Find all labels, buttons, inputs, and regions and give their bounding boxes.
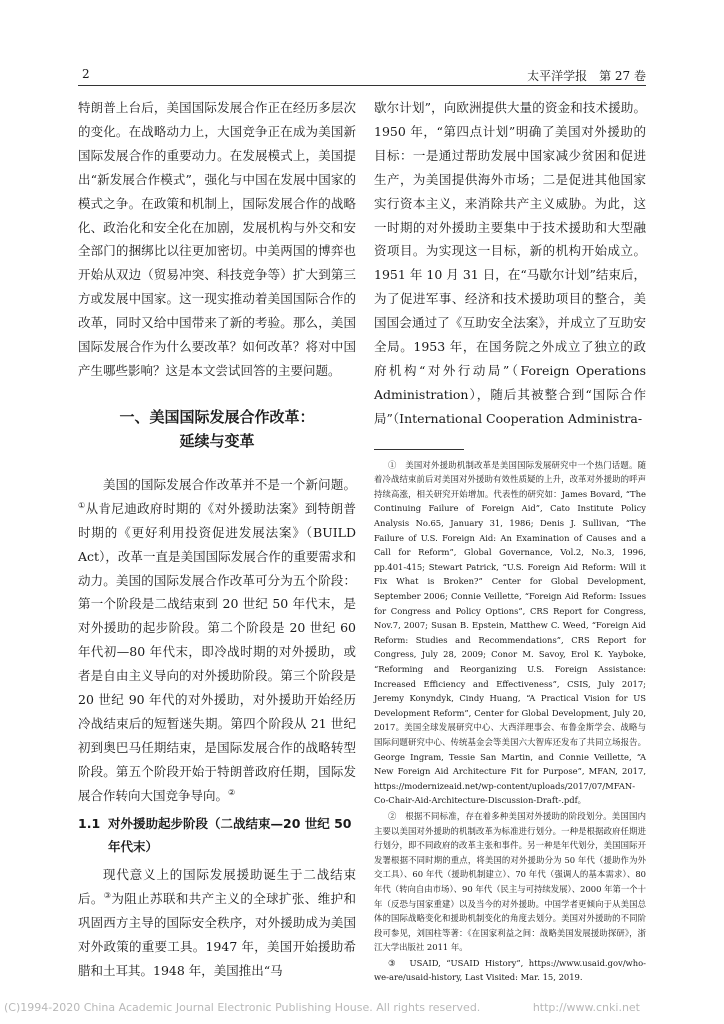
text-segment: 为阻止苏联和共产主义的全球扩张、维护和巩固西方主导的国际安全秩序，对外援助成为美国对外政策的重要工具。1947 年，美国开始援助希腊和土耳其。1948 年，美国推出“马 [78,891,356,978]
footnote-3: ③ USAID, “USAID History”, https://www.usaid.gov/who-we-are/usaid-history, Last Visited: Mar. 15, 2019. [374,957,646,983]
page-header [78,67,646,85]
header-rule [78,85,646,86]
intro-paragraph: 特朗普上台后，美国国际发展合作正在经历多层次的变化。在战略动力上，大国竞争正在成为美国新国际发展合作的重要动力。在发展模式上，美国提出“新发展合作模式”，强化与中国在发展中国家的模式之争。在政策和机制上，国际发展合作的战略化、政治化和安全化在加剧，发展机构与外交和安全部门的捆绑比以往更加密切。中美两国的博弈也开始从双边（贸易冲突、科技竞争等）扩大到第三方或发展中国家。这一现实推动着美国国际合作的改革，同时又给中国带来了新的考验。那么，美国国际发展合作为什么要改革？如何改革？将对中国产生哪些影响？这是本文尝试回答的主要问题。 [78,100,356,378]
section-title-line-2: 延续与变革 [179,431,255,450]
text-segment: 现代意义上的国际发展援助诞生于二战结束后。 [78,867,356,907]
page-footer [0,1001,724,1017]
text-segment: 从肯尼迪政府时期的《对外援助法案》到特朗普时期的《更好利用投资促进发展法案》（BUILD Act），改革一直是美国国际发展合作的重要需求和动力。美国的国际发展合作改革可分为五个阶段：第一个阶段是二战结束到 20 世纪 50 年代末，是对外援助的起步阶段。第二个阶段是 20 世纪 60 年代初—80 年代末，即冷战时期的对外援助，或者是自由主义导向的对外援助阶段。第三个阶段是 20 世纪 90 年代的对外援助，对外援助开始经历冷战结束后的短暂迷失期。第四个阶段从 21 世纪初到奥巴马任期结束，是国际发展合作的战略转型阶段。第五个阶段开始于特朗普政府任期，国际发展合作转向大国竞争导向。 [78,500,356,803]
body-paragraph-reform-stages [78,473,356,808]
section-title [78,405,356,453]
subsection-title: 对外援助起步阶段（二战结束—20 世纪 50 年代末） [108,815,352,855]
subsection-number: 1.1 [78,815,101,831]
text-segment: 美国的国际发展合作改革并不是一个新问题。 [103,476,356,492]
footnote-ref-1[interactable]: ① [78,500,86,510]
section-title-line-1: 一、美国国际发展合作改革： [119,407,315,426]
copyright-notice: (C)1994-2020 China Academic Journal Electronic Publishing House. All rights reserved. [4,1001,481,1014]
footnote-ref-3[interactable]: ③ [103,891,112,901]
journal-running-head: 太平洋学报 第 27 卷 [527,69,646,83]
page-number: 2 [82,67,90,81]
subsection-heading [78,812,356,860]
publisher-url[interactable]: http://www.cnki.net [532,1001,640,1014]
body-paragraph-marshall-plan: 歇尔计划”，向欧洲提供大量的资金和技术援助。1950 年，“第四点计划”明确了美国对外援助的目标：一是通过帮助发展中国家减少贫困和促进生产，为美国提供海外市场；二是促进其他国家实行资本主义，来消除共产主义威胁。为此，这一时期的对外援助主要集中于技术援助和大型融资项目。为实现这一目标，新的机构开始成立。1951 年 10 月 31 日，在“马歇尔计划”结束后，为了促进军事、经济和技术援助项目的整合，美国国会通过了《互助安全法案》，并成立了互助安全局。1953 年，在国务院之外成立了独立的政府机构“对外行动局”（Foreign Operations Administration），随后其被整合到“国际合作局”（International Cooperation Administra- [374,100,646,426]
footnote-2: ② 根据不同标准，存在着多种美国对外援助的阶段划分。美国国内主要以美国对外援助的机制改革为标准进行划分。一种是根据政府任期进行划分，即不同政府的改革主张和事件。另一种是年代划分，美国国际开发署根据不同时期的重点，将美国的对外援助分为 50 年代（援助作为外交工具）、60 年代（援助机制建立）、70 年代（强调人的基本需求）、80 年代（转向自由市场）、90 年代（民主与可持续发展）、2000 年第一个十年（反恐与国家重建）以及当今的对外援助。中国学者更倾向于从美国总体的国际战略变化和援助机制变化的角度去划分。美国对外援助的不同阶段可参见，刘国柱等著：《在国家利益之间：战略美国发展援助探研》，浙江大学出版社 2011 年。 [374,810,646,953]
footnote-ref-2[interactable]: ② [228,787,236,797]
footnote-rule [374,449,464,450]
body-paragraph-origins [78,863,356,983]
footnote-1: ① 美国对外援助机制改革是美国国际发展研究中一个热门话题。随着冷战结束前后对美国对外援助有效性质疑的上升，改革对外援助的呼声持续高涨，相关研究开始增加。代表性的研究如：James Bovard, “The Continuing Failure of Foreign Aid”, Cato Institute Policy Analysis No.65, January 31, 1986; Denis J. Sullivan, “The Failure of U.S. Foreign Aid: An Examination of Causes and a Call for Reform”, Global Governance, Vol.2, No.3, 1996, pp.401-415; Stewart Patrick, “U.S. Foreign Aid Reform: Will it Fix What is Broken?” Center for Global Development, September 2006; Connie Veillette, “Foreign Aid Reform: Issues for Congress and Policy Options”, CRS Report for Congress, Nov.7, 2007; Susan B. Epstein, Matthew C. Weed, “Foreign Aid Reform: Studies and Recommendations”, CRS Report for Congress, July 28, 2009; Conor M. Savoy, Erol K. Yayboke, “Reforming and Reorganizing U.S. Foreign Assistance: Increased Efficiency and Effectiveness”, CSIS, July 2017; Jeremy Konyndyk, Cindy Huang, “A Practical Vision for US Development Reform”, Center for Global Development, July 20, 2017。美国全球发展研究中心、大西洋理事会、布鲁金斯学会、战略与国际问题研究中心、传统基金会等美国六大智库还发布了共同立场报告。George Ingram, Tessie San Martin, and Connie Veillette, “A New Foreign Aid Architecture Fit for Purpose”, MFAN, 2017, https://modernizeaid.net/wp-content/uploads/2017/07/MFAN-Co-Chair-Aid-Architecture-Discussion-Draft-.pdf。 [374,459,646,806]
left-column [78,96,356,983]
right-column [374,96,646,986]
